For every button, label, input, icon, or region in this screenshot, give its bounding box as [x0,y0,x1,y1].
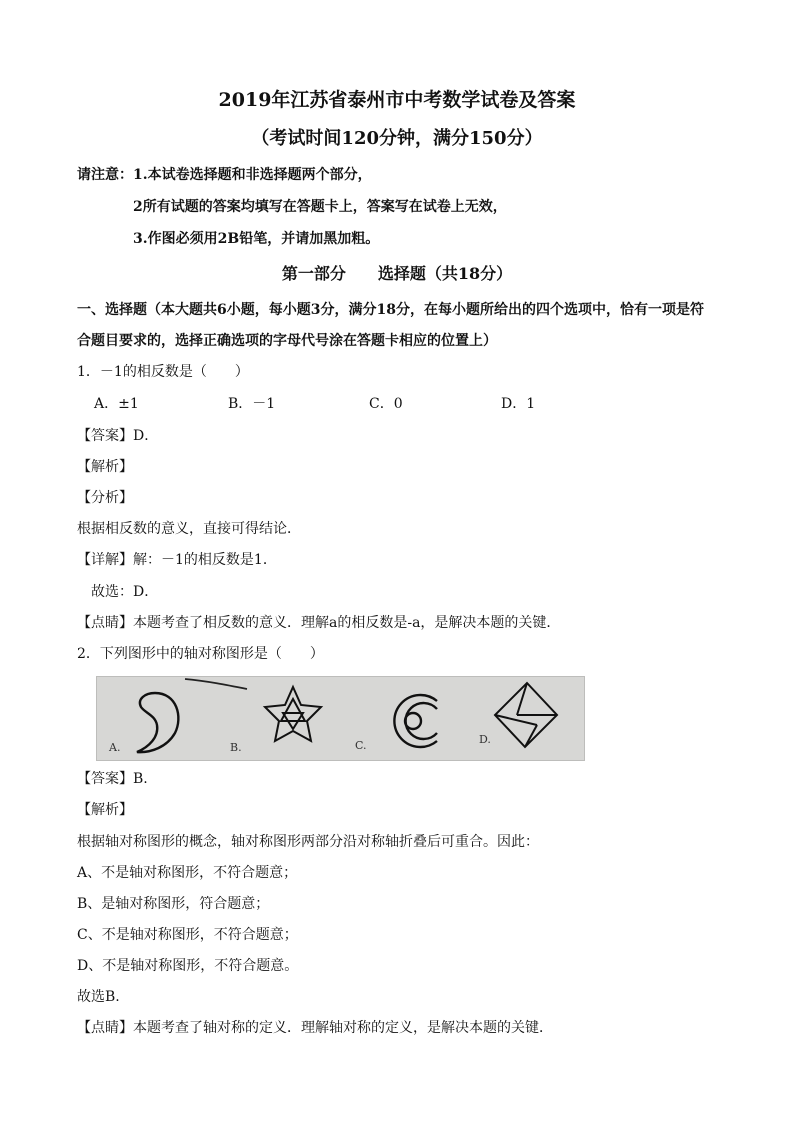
q2-option-c-explained: C、不是轴对称图形，不符合题意； [77,927,298,943]
q1-stem: 1．－1的相反数是（ ） [77,364,249,380]
section-heading: 第一部分 选择题（共18分） [281,264,513,283]
q2-answer: 【答案】B. [77,771,148,787]
notice-label-text: 请注意： [77,167,133,183]
shape-b-star-icon [265,687,321,741]
q1-choose: 故选：D． [91,584,159,600]
notice-item-2: 2所有试题的答案均填写在答题卡上，答案写在试卷上无效， [133,199,507,215]
shape-a-hook-icon [137,693,178,752]
figure-label-c: C. [355,739,367,752]
q2-figure-svg [97,677,584,760]
notice-item-1: 1.本试卷选择题和非选择题两个部分， [133,167,372,183]
notice-label [77,166,372,184]
q1-option-c: C．0 [369,396,403,412]
page-title: 2019年江苏省泰州市中考数学试卷及答案 [218,89,576,111]
q2-figure [96,676,585,761]
q1-fenxi-label: 【分析】 [77,490,133,506]
q2-stem: 2．下列图形中的轴对称图形是（ ） [77,646,324,662]
q1-option-d: D．1 [501,396,536,412]
stray-pen-line [185,679,247,689]
q1-fenxi-text: 根据相反数的意义，直接可得结论． [77,521,301,537]
shape-d-square-icon [495,683,557,747]
q2-option-b-explained: B、是轴对称图形，符合题意； [77,896,270,912]
section-instructions-line1: 一、选择题（本大题共6小题，每小题3分，满分18分，在每小题所给出的四个选项中，恰有一项是符 [77,302,704,318]
q1-option-b: B．－1 [228,396,276,412]
q2-comment: 【点睛】本题考查了轴对称的定义．理解轴对称的定义，是解决本题的关键． [77,1020,553,1036]
q2-choose: 故选B. [77,989,120,1005]
notice-item-3: 3.作图必须用2B铅笔，并请加黑加粗。 [133,231,380,247]
q1-answer: 【答案】D． [77,428,159,444]
shape-c-ring-icon [394,695,437,747]
q2-explain: 根据轴对称图形的概念，轴对称图形两部分沿对称轴折叠后可重合。因此： [77,834,539,850]
q1-detail: 【详解】解：－1的相反数是1． [77,552,277,568]
q1-analysis-label: 【解析】 [77,459,133,475]
figure-label-a: A. [109,741,121,754]
figure-label-b: B. [230,741,242,754]
q1-comment: 【点睛】本题考查了相反数的意义．理解a的相反数是-a，是解决本题的关键． [77,615,561,631]
q2-option-a-explained: A、不是轴对称图形，不符合题意； [77,865,298,881]
q2-analysis-label: 【解析】 [77,802,133,818]
q1-option-a: A．±1 [94,396,139,412]
page-subtitle: （考试时间120分钟，满分150分） [251,128,543,149]
section-instructions-line2: 合题目要求的，选择正确选项的字母代号涂在答题卡相应的位置上） [77,333,497,349]
q2-option-d-explained: D、不是轴对称图形，不符合题意。 [77,958,299,974]
figure-label-d: D. [479,733,491,746]
